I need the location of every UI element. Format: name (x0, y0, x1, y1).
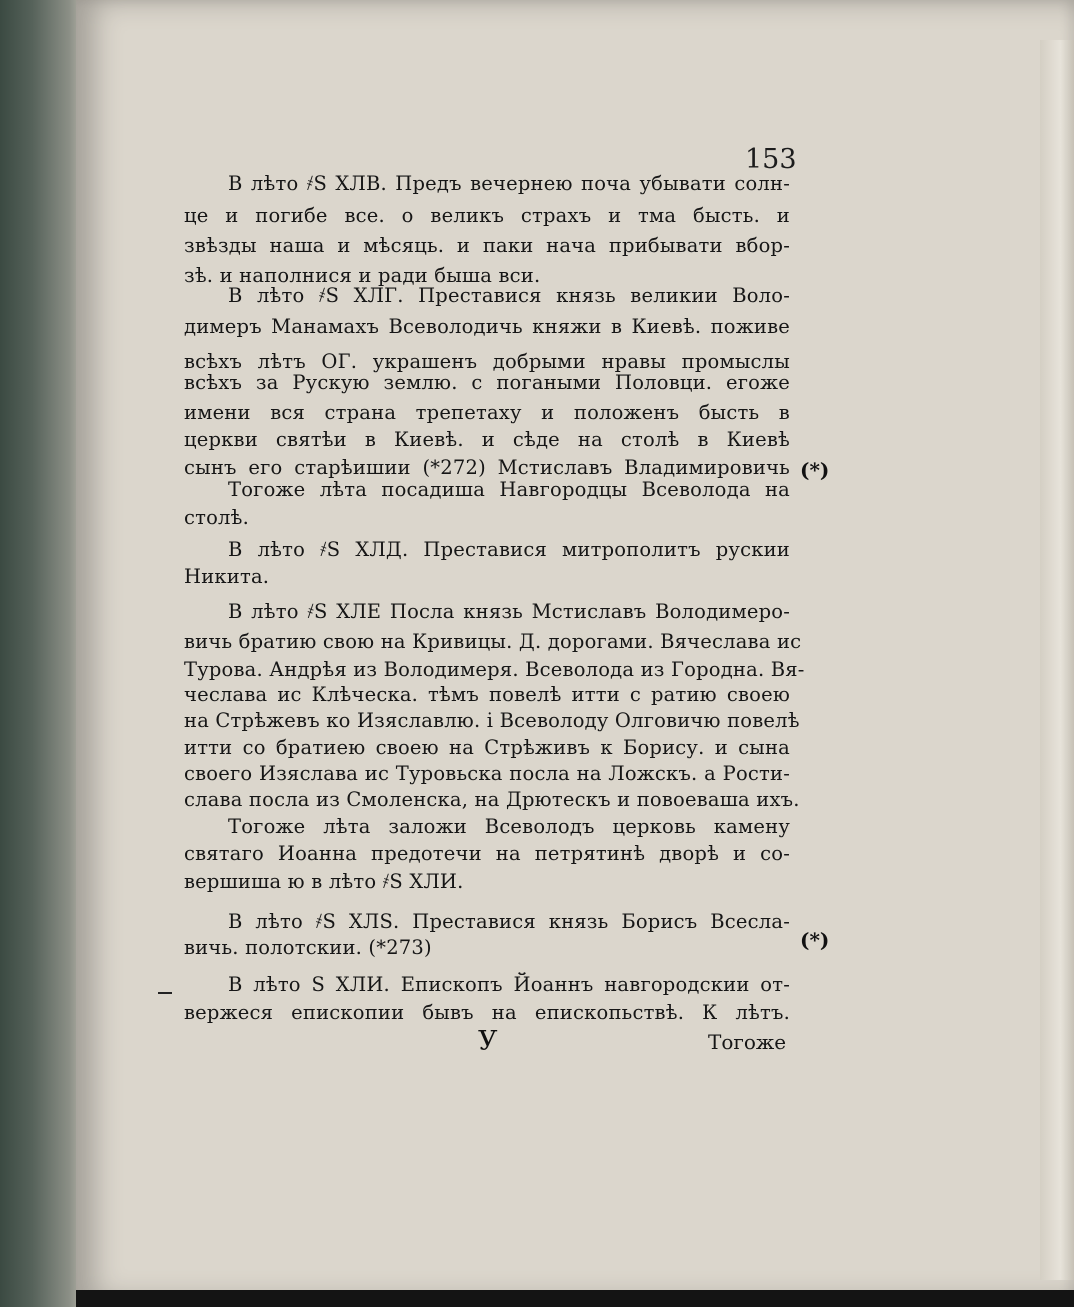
text-line: Тогоже лѣта посадиша Навгородцы Всеволода на (228, 478, 790, 501)
text-line: це и погибе все. о великъ страхъ и тма бысть. и (184, 204, 790, 227)
catchword: Тогоже (708, 1030, 787, 1054)
margin-dash (158, 992, 172, 994)
text-line: всѣхъ лѣтъ ОГ. украшенъ добрыми нравы промыслы (184, 350, 790, 373)
text-line: В лѣто ҂Ѕ ХЛЅ. Преставися князь Борисъ Всесла- (228, 910, 790, 933)
text-line: В лѣто ҂Ѕ ХЛД. Преставися митрополитъ рускии (228, 538, 790, 561)
text-line: церкви святѣи в Киевѣ. и сѣде на столѣ в Киевѣ (184, 428, 790, 451)
text-line: Тогоже лѣта заложи Всеволодъ церковь камену (228, 815, 790, 838)
text-line: вичь братию свою на Кривицы. Д. дорогами. Вячеслава ис (184, 630, 802, 653)
text-line: итти со братиею своею на Стрѣживъ к Борису. и сына (184, 736, 790, 759)
text-line: В лѣто Ѕ ХЛИ. Епископъ Йоаннъ навгородскии от- (228, 973, 790, 996)
text-line: Турова. Андрѣя из Володимеря. Всеволода из Городна. Вя- (184, 658, 805, 681)
text-line: на Стрѣжевъ ко Изяславлю. і Всеволоду Олговичю повелѣ (184, 709, 800, 732)
text-line: имени вся страна трепетаху и положенъ бысть в (184, 401, 790, 424)
text-line: димеръ Манамахъ Всеволодичь княжи в Киевѣ. поживе (184, 315, 790, 338)
text-line: слава посла из Смоленска, на Дрютескъ и повоеваша ихъ. (184, 788, 800, 811)
text-line: вершиша ю в лѣто ҂Ѕ ХЛИ. (184, 870, 464, 893)
text-line: всѣхъ за Рускую землю. с погаными Половци. егоже (184, 371, 790, 394)
text-line: вержеся епископии бывъ на епископьствѣ. К лѣтъ. (184, 1001, 790, 1024)
text-line: своего Изяслава ис Туровьска посла на Ложскъ. а Рости- (184, 762, 790, 785)
text-line: чеслава ис Клѣческа. тѣмъ повелѣ итти с ратию своею (184, 683, 790, 706)
text-line: Никита. (184, 565, 270, 588)
text-line: столѣ. (184, 506, 249, 529)
text-line: сынъ его старѣишии (*272) Мстиславъ Владимировичь (184, 456, 790, 479)
signature-mark: У (478, 1026, 498, 1057)
text-line: В лѣто ҂Ѕ ХЛГ. Преставися князь великии Воло- (228, 284, 790, 307)
text-line: В лѣто ҂Ѕ ХЛЕ Посла князь Мстиславъ Володимеро- (228, 600, 790, 623)
text-line: В лѣто ҂Ѕ ХЛВ. Предъ вечернею поча убывати солн- (228, 172, 790, 195)
text-line: святаго Иоанна предотечи на петрятинѣ дворѣ и со- (184, 842, 790, 865)
page-number: 153 (745, 144, 797, 175)
text-line: зѣ. и наполнися и ради быша вси. (184, 264, 541, 287)
footnote-marker: (*) (800, 458, 830, 482)
text-line: вичь. полотскии. (*273) (184, 936, 432, 959)
text-line: звѣзды наша и мѣсяць. и паки нача прибывати вбор- (184, 234, 790, 257)
footnote-marker: (*) (800, 928, 830, 952)
